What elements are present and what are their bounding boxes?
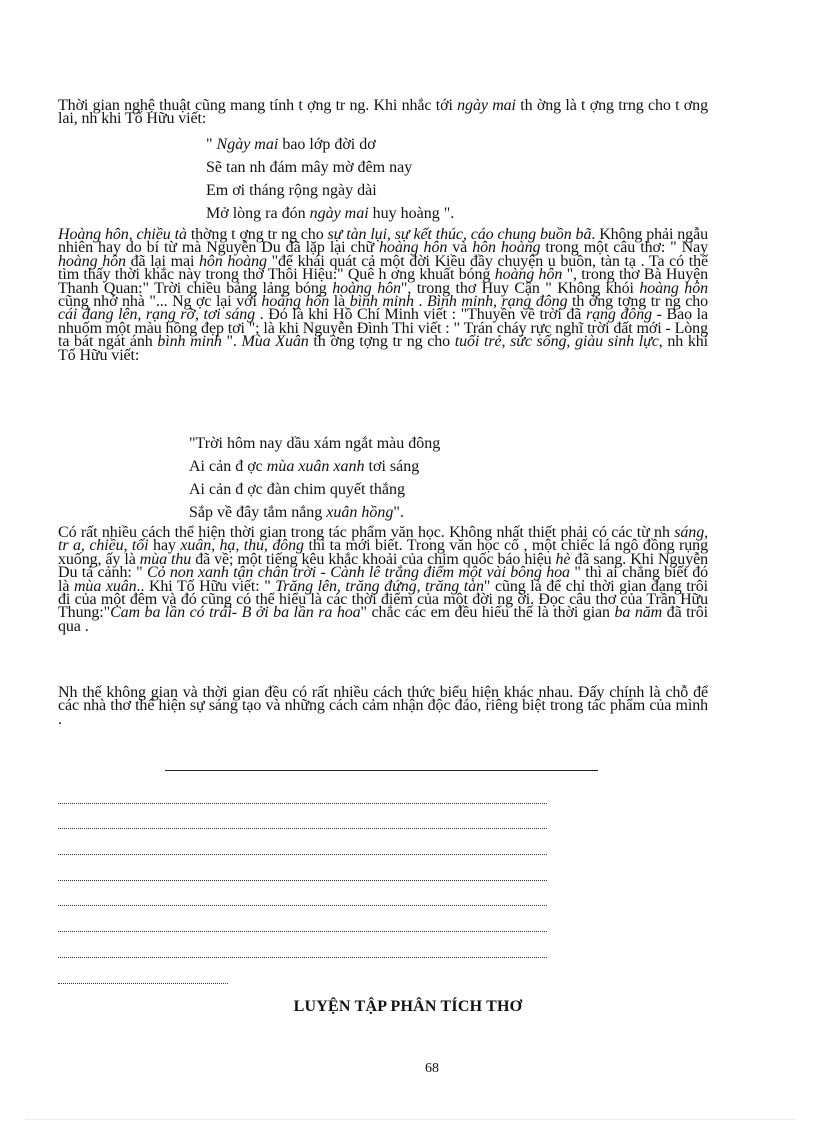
dotted-answer-line (58, 983, 228, 984)
poem-line (206, 179, 454, 202)
italic-phrase: Bình minh, rạng đông (427, 293, 568, 311)
italic-phrase: Ngày mai (216, 136, 279, 153)
italic-phrase: Cam ba lần có trái- B ởi ba lần ra hoa (110, 604, 361, 622)
text-run: Nh thế không gian và thời gian đều có rất nhiều cách thức biểu hiện khác nhau. Đấy chính là chỗ để các nhà thơ thể hiện sự sáng tạo và những cách cảm nhận độc đáo, riêng biệt trong tác phẩm của mình . (58, 684, 708, 728)
text-run: là (329, 293, 350, 311)
text-run: " (206, 136, 217, 153)
italic-phrase: Cỏ non xanh tận chân trời - Cành lê trắng điểm một vài bông hoa (147, 564, 570, 582)
text-run: Sẽ tan nh đám mây mờ đêm nay (206, 159, 413, 176)
italic-phrase: bình minh (157, 333, 222, 351)
italic-phrase: rạng đông (585, 306, 653, 324)
text-run: . (413, 293, 427, 311)
italic-phrase: hè (555, 550, 571, 568)
dotted-answer-line (58, 854, 547, 855)
dotted-answer-line (58, 931, 547, 932)
italic-phrase: Mùa Xuân (241, 333, 309, 351)
text-run: ", trong thơ Huy Cận " Không khói (400, 279, 640, 297)
text-run: Có rất nhiều cách thể hiện thời gian trong tác phẩm văn học. Không nhất thiết phải có các từ nh (58, 524, 675, 541)
italic-phrase: cái đang lên, rạng rỡ, tơi sáng (58, 306, 256, 324)
poem-line (206, 202, 454, 225)
text-run: đã trôi qua . (58, 604, 708, 635)
italic-phrase: ngày mai (457, 97, 516, 114)
dotted-answer-line (58, 803, 547, 804)
text-run: Em ơi tháng rộng ngày dài (206, 182, 377, 199)
text-run: th ờng là t ợng trng cho t ơng lai, nh khi Tố Hữu viết: (58, 97, 708, 128)
dotted-answer-line (58, 905, 547, 906)
italic-phrase: mùa thu (139, 550, 192, 568)
paragraph-conclusion (58, 686, 708, 726)
text-run: Mở lòng ra đón (206, 205, 310, 222)
text-run: tơi sáng (364, 458, 420, 475)
italic-phrase: hoàng hôn (261, 293, 330, 311)
italic-phrase: mùa xuân xanh (266, 458, 365, 475)
poem-line (206, 133, 454, 156)
text-run: - Bao la nhuốm một màu hồng đẹp tơi "; là khi Nguyễn Đình Thi viết : " Trán cháy rực nghĩ trời đất mới - Lòng ta bát ngát ánh (58, 306, 708, 351)
text-run: huy hoàng ". (368, 205, 455, 222)
text-run: thì ta mới biết. Trong văn học cổ , một chiếc lá ngô đồng rụng xuống, ấy là (58, 537, 708, 568)
text-run: "Trời hôm nay dầu xám ngắt màu đông (189, 435, 441, 452)
text-run: "để khái quát cả một đời Kiều đầy chuyện u buồn, tàn tạ . Ta có thể tìm thấy thời khắc này trong thơ Thôi Hiệu:" Quê h ơng khuất bóng (58, 252, 708, 284)
text-run: Thời gian nghệ thuật cũng mang tính t ợng tr ng. Khi nhắc tới (58, 97, 458, 114)
page-number: 68 (425, 1061, 439, 1076)
text-run: và (447, 239, 473, 257)
text-run: ". (221, 333, 242, 351)
poem-line (206, 156, 454, 179)
poem-line (189, 478, 440, 501)
italic-phrase: xuân hồng (326, 504, 394, 521)
italic-phrase: ba năm (614, 604, 663, 622)
italic-phrase: hoàng hôn (639, 279, 709, 297)
text-run: .. Khi Tố Hữu viết: " (136, 577, 276, 595)
text-run: th ờng tợng tr ng cho (308, 333, 455, 351)
italic-phrase: mùa xuân (73, 577, 137, 595)
paragraph-expressing-time (58, 526, 708, 633)
text-run: đã lại mai (125, 252, 199, 270)
text-run: . Không phải ngẫu nhiên hay do bí từ mà Nguyễn Du đã lặp lại chữ (58, 226, 708, 257)
italic-phrase: sáng, tr a, chiều, tối (58, 524, 708, 555)
poem-line (189, 432, 440, 455)
paragraph-dusk-dawn (58, 228, 708, 362)
text-run: th ờng tợng tr ng cho (567, 293, 709, 311)
poem-ngay-mai (206, 133, 454, 225)
text-run: , nh khi Tố Hữu viết: (58, 333, 708, 364)
italic-phrase: hoàng hôn (494, 266, 563, 284)
italic-phrase: hoàng hôn (379, 239, 448, 257)
poem-line (189, 501, 440, 524)
poem-line (189, 455, 440, 478)
text-run: đã về; một tiếng kêu khắc khoải của chim quốc báo hiệu (191, 550, 556, 568)
section-heading: LUYỆN TẬP PHÂN TÍCH THƠ (293, 998, 523, 1015)
dotted-answer-line (58, 880, 547, 881)
italic-phrase: ngày mai (309, 205, 369, 222)
italic-phrase: hoàng hôn (332, 279, 401, 297)
text-run: đã sang. Khi Nguyễn Du tả cảnh: " (58, 550, 709, 582)
section-divider (165, 770, 598, 771)
poem-mua-xuan (189, 432, 440, 524)
italic-phrase: hôn hoàng (472, 239, 541, 257)
text-run: bao lớp đời dơ (278, 136, 376, 153)
text-run: Ai cản đ ợc (189, 458, 267, 475)
text-run: " chắc các em đều hiểu thế là thời gian (360, 604, 615, 622)
italic-phrase: xuân, hạ, thu, đông (180, 537, 304, 555)
italic-phrase: hoàng hôn (58, 252, 126, 270)
italic-phrase: tuổi trẻ, sức sống, giàu sinh lực (454, 333, 659, 351)
text-run: . Đó là khi Hồ Chí Minh viết : "Thuyền về trời đã (255, 306, 586, 324)
dotted-answer-line (58, 957, 547, 958)
text-run: thờng t ợng tr ng cho (186, 226, 328, 243)
dotted-answer-line (58, 828, 547, 829)
text-run: hay (148, 537, 181, 555)
text-run: trong một câu thơ: " Nay (540, 239, 708, 257)
italic-phrase: Trăng lên, trăng đứng, trăng tàn (275, 577, 484, 595)
page-bottom-border (25, 1119, 795, 1120)
text-run: " cũng là để chỉ thời gian đang trôi đi của một đêm và đó cũng có thể hiểu là các thời điểm của một đời ng ời. Đọc câu thơ của Trần Hữu Thung:" (58, 577, 709, 622)
text-run: Sắp về đây tắm nắng (189, 504, 327, 521)
italic-phrase: Hoàng hôn, chiều tà (58, 226, 187, 243)
italic-phrase: bình minh (349, 293, 414, 311)
text-run: ", trong thơ Bà Huyện Thanh Quan:" Trời chiều bảng lảng bóng (58, 266, 708, 297)
text-run: cũng nhớ nhà "... Ng ợc lại với (58, 293, 262, 311)
italic-phrase: hôn hoàng (198, 252, 267, 270)
italic-phrase: sự tàn lụi, sự kết thúc, cáo chung buồn bã (327, 226, 592, 243)
text-run: ". (393, 504, 404, 521)
paragraph-time-future (58, 99, 708, 126)
text-run: " thì ai chẳng biết đó là (58, 564, 708, 595)
text-run: Ai cản đ ợc đàn chim quyết thắng (189, 481, 405, 498)
